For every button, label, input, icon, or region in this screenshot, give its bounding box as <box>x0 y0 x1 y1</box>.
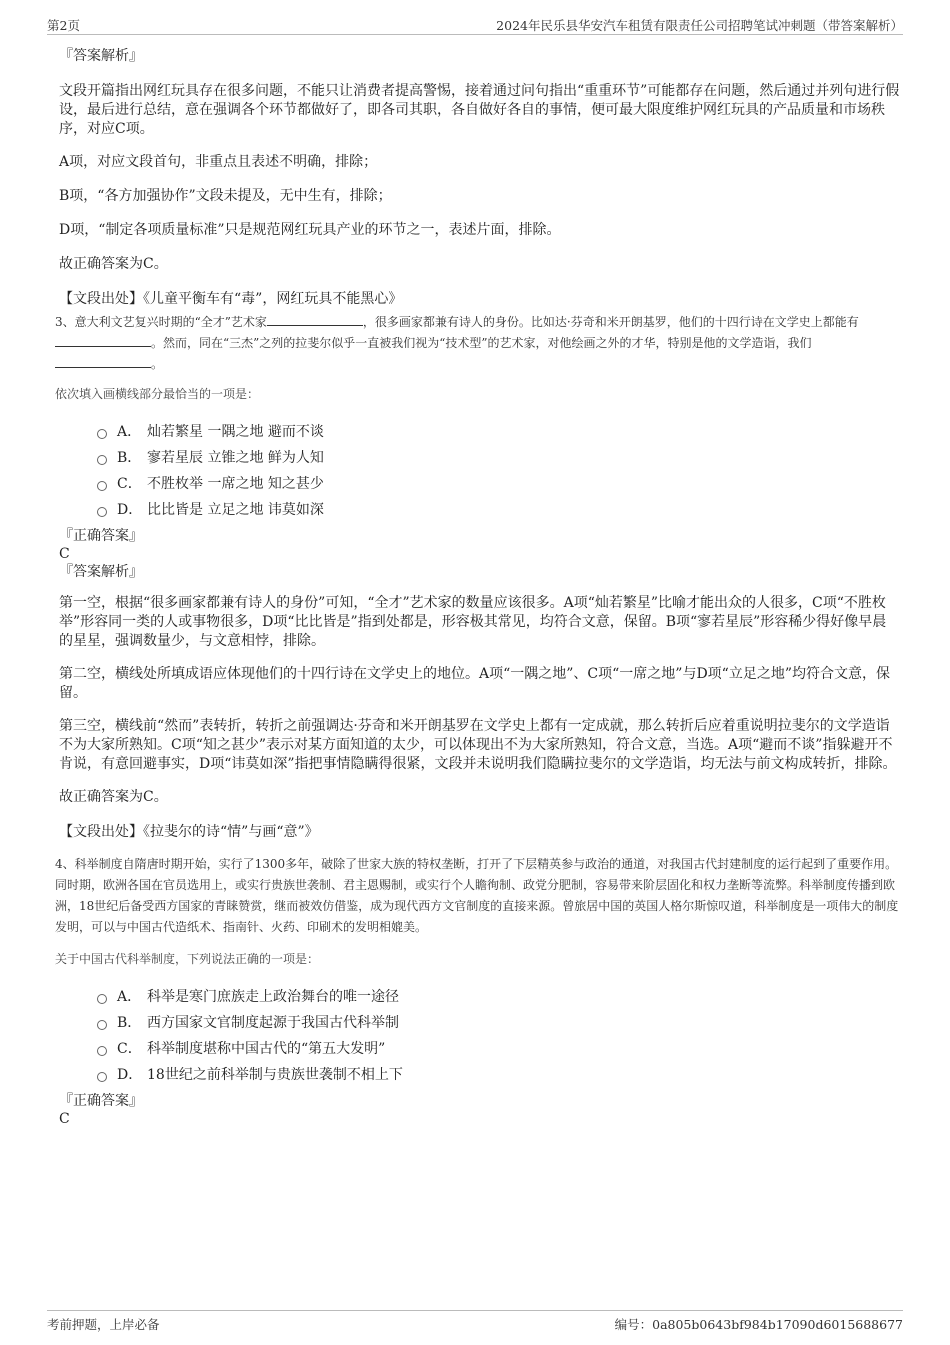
option-letter: C． <box>117 476 142 492</box>
page-header <box>47 14 903 35</box>
option-text: 不胜枚举 一席之地 知之甚少 <box>147 476 324 492</box>
q3-stem-part-1: 3、意大利文艺复兴时期的“全才”艺术家 <box>55 315 267 329</box>
radio-icon[interactable] <box>97 1072 107 1082</box>
q3-source: 【文段出处】《拉斐尔的诗“情”与画“意”》 <box>59 824 319 840</box>
option-text: 比比皆是 立足之地 讳莫如深 <box>147 502 324 518</box>
q3-prompt: 依次填入画横线部分最恰当的一项是： <box>55 387 260 401</box>
q3-stem-part-4: 。 <box>151 357 164 371</box>
q3-option-d[interactable] <box>97 497 900 523</box>
q2-option-b-note: B项，“各方加强协作”文段未提及，无中生有，排除； <box>59 188 392 204</box>
radio-icon[interactable] <box>97 994 107 1004</box>
q4-answer-label: 『正确答案』 <box>59 1093 143 1109</box>
q2-source: 【文段出处】《儿童平衡车有“毒”，网红玩具不能黑心》 <box>59 291 403 307</box>
q4-stem: 4、科举制度自隋唐时期开始，实行了1300多年，破除了世家大族的特权垄断，打开了下层精英参与政治的通道，对我国古代封建制度的运行起到了重要作用。同时期，欧洲各国在官员选用上，或实行贵族世袭制、君主恩赐制，或实行个人瞻徇制、政党分肥制，容易带来阶层固化和权力垄断等流弊。科举制度传播到欧洲，18世纪后备受西方国家的青睐赞赏，继而被效仿借鉴，成为现代西方文官制度的直接来源。曾旅居中国的英国人格尔斯惊叹道，科举制度是一项伟大的制度发明，可以与中国古代造纸术、指南针、火药、印刷术的发明相媲美。 <box>55 857 899 934</box>
q2-option-d-note: D项，“制定各项质量标准”只是规范网红玩具产业的环节之一，表述片面，排除。 <box>59 222 561 238</box>
q3-blank-2 <box>55 334 151 347</box>
q3-option-c[interactable] <box>97 471 900 497</box>
option-letter: B． <box>117 1015 142 1031</box>
option-text: 西方国家文官制度起源于我国古代科举制 <box>147 1015 399 1031</box>
option-text: 18世纪之前科举制与贵族世袭制不相上下 <box>147 1067 403 1083</box>
q3-answer-label: 『正确答案』 <box>59 528 143 544</box>
option-text: 寥若星辰 立锥之地 鲜为人知 <box>147 450 324 466</box>
footer-slogan: 考前押题，上岸必备 <box>47 1317 160 1332</box>
q3-option-b[interactable] <box>97 445 900 471</box>
q2-analysis: 文段开篇指出网红玩具存在很多问题，不能只让消费者提高警惕，接着通过问句指出“重重环节”可能都存在问题，然后通过并列句进行假设，最后进行总结，意在强调各个环节都做好了，即各司其职，各自做好各自的事情，便可最大限度维护网红玩具的产品质量和市场秩序，对应C项。 <box>59 83 900 137</box>
q3-stem-part-2: ，很多画家都兼有诗人的身份。比如达·芬奇和米开朗基罗，他们的十四行诗在文学史上都能有 <box>362 315 859 329</box>
q2-option-a-note: A项，对应文段首句，非重点且表述不明确，排除； <box>59 154 378 170</box>
option-text: 科举制度堪称中国古代的“第五大发明” <box>147 1041 386 1057</box>
page-footer <box>47 1310 903 1335</box>
q4-option-a[interactable] <box>97 984 900 1010</box>
radio-icon[interactable] <box>97 455 107 465</box>
option-letter: D． <box>117 502 143 518</box>
q2-analysis-label: 『答案解析』 <box>59 48 143 64</box>
radio-icon[interactable] <box>97 481 107 491</box>
option-letter: A． <box>117 424 142 440</box>
q3-blank-1 <box>267 313 363 326</box>
q3-answer: C <box>59 546 70 562</box>
q3-conclusion: 故正确答案为C。 <box>59 789 168 805</box>
page-number: 第2页 <box>47 18 80 33</box>
q3-analysis-3: 第三空，横线前“然而”表转折，转折之前强调达·芬奇和米开朗基罗在文学史上都有一定成就，那么转折后应着重说明拉斐尔的文学造诣不为大家所熟知。C项“知之甚少”表示对某方面知道的太少，可以体现出不为大家所熟知，符合文意，当选。A项“避而不谈”指躲避开不肯说，有意回避事实，D项“讳莫如深”指把事情隐瞒得很紧，文段并未说明我们隐瞒拉斐尔的文学造诣，均无法与前文构成转折，排除。 <box>59 718 897 772</box>
q4-option-b[interactable] <box>97 1010 900 1036</box>
q4-option-d[interactable] <box>97 1062 900 1088</box>
radio-icon[interactable] <box>97 1020 107 1030</box>
document-title: 2024年民乐县华安汽车租赁有限责任公司招聘笔试冲刺题（带答案解析） <box>496 18 903 33</box>
q3-analysis-2: 第二空，横线处所填成语应体现他们的十四行诗在文学史上的地位。A项“一隅之地”、C项“一席之地”与D项“立足之地”均符合文意，保留。 <box>59 666 890 701</box>
q3-stem-part-3: 。然而，同在“三杰”之列的拉斐尔似乎一直被我们视为“技术型”的艺术家，对他绘画之外的才华，特别是他的文学造诣，我们 <box>151 336 812 350</box>
q4-prompt: 关于中国古代科举制度，下列说法正确的一项是： <box>55 952 320 966</box>
radio-icon[interactable] <box>97 507 107 517</box>
q3-analysis-label: 『答案解析』 <box>59 564 143 580</box>
radio-icon[interactable] <box>97 429 107 439</box>
option-letter: B． <box>117 450 142 466</box>
option-letter: C． <box>117 1041 142 1057</box>
footer-serial: 编号：0a805b0643bf984b17090d6015688677 <box>614 1317 903 1332</box>
q4-options <box>97 984 900 1088</box>
q4-option-c[interactable] <box>97 1036 900 1062</box>
option-letter: A． <box>117 989 142 1005</box>
q3-stem <box>55 312 900 375</box>
radio-icon[interactable] <box>97 1046 107 1056</box>
q3-analysis-1: 第一空，根据“很多画家都兼有诗人的身份”可知，“全才”艺术家的数量应该很多。A项“灿若繁星”比喻才能出众的人很多，C项“不胜枚举”形容同一类的人或事物很多，D项“比比皆是”指到处都是，形容极其常见，均符合文意，保留。B项“寥若星辰”形容稀少得好像早晨的星星，强调数量少，与文意相悖，排除。 <box>59 595 887 649</box>
q4-answer: C <box>59 1111 70 1127</box>
q3-option-a[interactable] <box>97 419 900 445</box>
q3-blank-3 <box>55 355 151 368</box>
option-text: 灿若繁星 一隅之地 避而不谈 <box>147 424 324 440</box>
q3-options <box>97 419 900 523</box>
page-content <box>55 46 900 1128</box>
option-letter: D． <box>117 1067 143 1083</box>
q2-conclusion: 故正确答案为C。 <box>59 256 168 272</box>
option-text: 科举是寒门庶族走上政治舞台的唯一途径 <box>147 989 399 1005</box>
